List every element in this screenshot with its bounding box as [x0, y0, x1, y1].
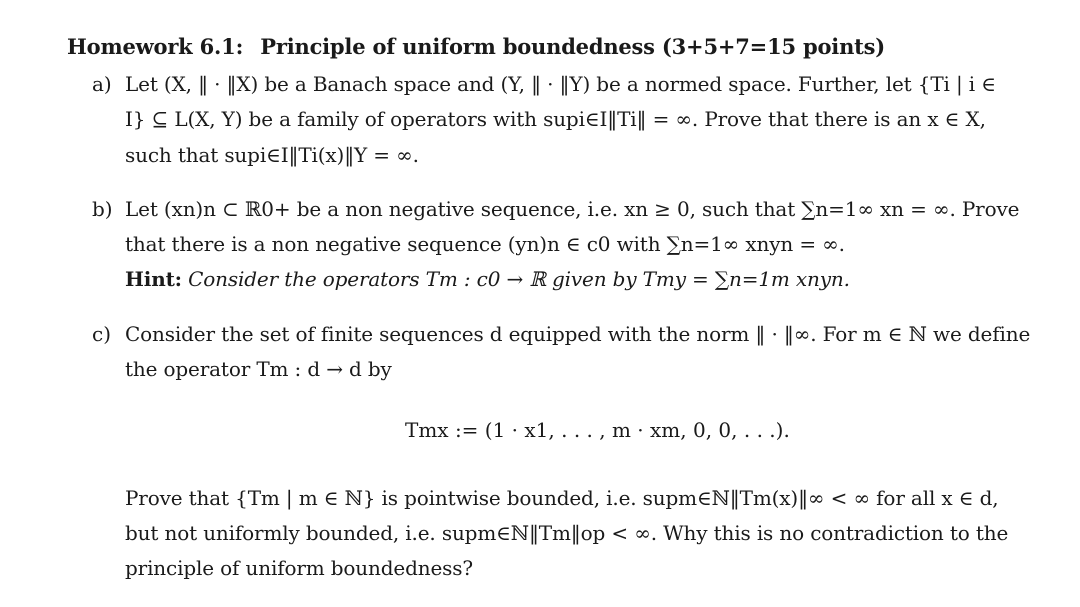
- exercise-title: Principle of uniform boundedness (3+5+7=15 points): [260, 34, 885, 59]
- part-a-line-2: I} ⊆ L(X, Y) be a family of operators with supi∈I‖Ti‖ = ∞. Prove that there is an x ∈ X,: [125, 107, 986, 131]
- part-a-line-3: such that supi∈I‖Ti(x)‖Y = ∞.: [125, 143, 419, 167]
- part-b-hint: [125, 267, 850, 291]
- part-c-label: c): [92, 322, 112, 346]
- operator-definition-formula: Tmx := (1 · x1, . . . , m · xm, 0, 0, . . .).: [405, 418, 790, 442]
- part-a-label: a): [92, 72, 112, 96]
- hint-text: Consider the operators Tm : c0 → ℝ given by Tmy = ∑n=1m xnyn.: [188, 267, 850, 291]
- part-c-line-2: the operator Tm : d → d by: [125, 357, 392, 381]
- part-c-line-1: Consider the set of finite sequences d equipped with the norm ‖ · ‖∞. For m ∈ ℕ we define: [125, 322, 1031, 346]
- exercise-number: Homework 6.1:: [67, 34, 244, 59]
- part-c-closing-line-1: Prove that {Tm | m ∈ ℕ} is pointwise bounded, i.e. supm∈ℕ‖Tm(x)‖∞ < ∞ for all x ∈ d,: [125, 486, 999, 510]
- exercise-heading: [67, 34, 885, 59]
- part-b-label: b): [92, 197, 113, 221]
- part-c-closing-line-2: but not uniformly bounded, i.e. supm∈ℕ‖Tm‖op < ∞. Why this is no contradiction to the: [125, 521, 1009, 545]
- part-a-line-1: Let (X, ‖ · ‖X) be a Banach space and (Y, ‖ · ‖Y) be a normed space. Further, let {Ti | i ∈: [125, 72, 996, 96]
- part-b-line-1: Let (xn)n ⊂ ℝ0+ be a non negative sequence, i.e. xn ≥ 0, such that ∑n=1∞ xn = ∞. Prove: [125, 197, 1020, 221]
- hint-label: Hint:: [125, 267, 182, 291]
- part-b-line-2: that there is a non negative sequence (yn)n ∈ c0 with ∑n=1∞ xnyn = ∞.: [125, 232, 845, 256]
- part-c-closing-line-3: principle of uniform boundedness?: [125, 556, 473, 580]
